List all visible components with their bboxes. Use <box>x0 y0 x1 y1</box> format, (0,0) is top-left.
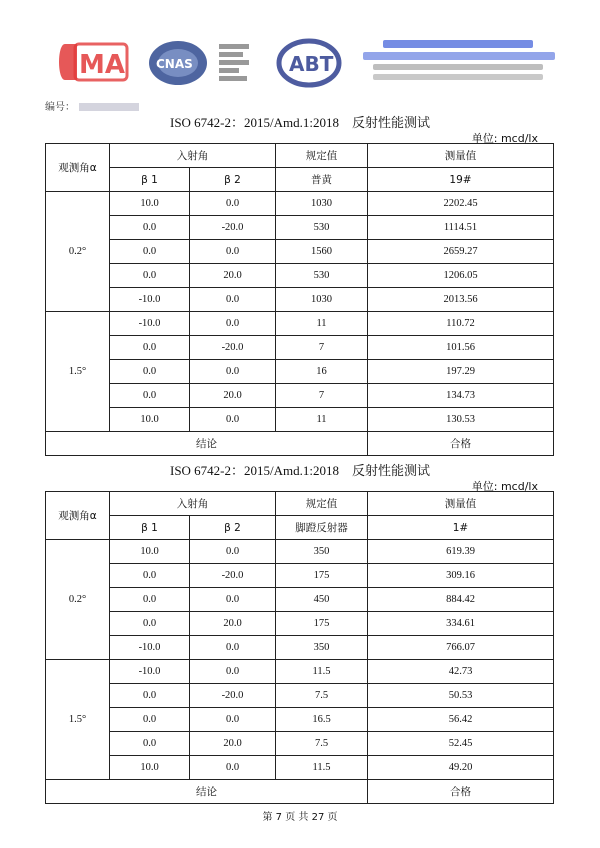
measured-cell: 334.61 <box>368 612 554 636</box>
page-footer: 第 7 页 共 27 页 <box>262 812 338 823</box>
beta2-cell: 0.0 <box>190 288 276 312</box>
spec-cell: 7 <box>276 384 368 408</box>
ilac-logo <box>275 38 347 88</box>
header-measured-sub: 19# <box>368 168 554 192</box>
measured-cell: 56.42 <box>368 708 554 732</box>
spec-cell: 175 <box>276 564 368 588</box>
beta1-cell: 0.0 <box>110 336 190 360</box>
svg-text:ABT: ABT <box>289 52 334 76</box>
spec-cell: 530 <box>276 264 368 288</box>
spec-cell: 175 <box>276 612 368 636</box>
table-row <box>46 408 554 432</box>
spec-cell: 350 <box>276 636 368 660</box>
section-2-unit: 单位: mcd/lx <box>471 480 538 493</box>
beta2-cell: 0.0 <box>190 192 276 216</box>
header-observation-angle: 观测角α <box>46 492 110 540</box>
beta2-cell: 20.0 <box>190 264 276 288</box>
beta1-cell: 0.0 <box>110 708 190 732</box>
header-spec-sub: 脚蹬反射器 <box>276 516 368 540</box>
beta1-cell: 10.0 <box>110 192 190 216</box>
beta2-cell: 20.0 <box>190 612 276 636</box>
beta1-cell: -10.0 <box>110 636 190 660</box>
beta2-cell: 0.0 <box>190 240 276 264</box>
measured-cell: 49.20 <box>368 756 554 780</box>
svg-text:MA: MA <box>79 50 125 80</box>
spec-cell: 1030 <box>276 192 368 216</box>
beta2-cell: 0.0 <box>190 636 276 660</box>
beta2-cell: -20.0 <box>190 564 276 588</box>
measured-cell: 2659.27 <box>368 240 554 264</box>
table-row <box>46 192 554 216</box>
measured-cell: 766.07 <box>368 636 554 660</box>
conclusion-value: 合格 <box>368 780 554 804</box>
table-row <box>46 288 554 312</box>
header-logos <box>55 36 555 92</box>
header-measured-value: 测量值 <box>368 492 554 516</box>
spec-cell: 11.5 <box>276 756 368 780</box>
spec-cell: 11.5 <box>276 660 368 684</box>
section-2-table <box>45 491 554 804</box>
measured-cell: 2013.56 <box>368 288 554 312</box>
beta1-cell: -10.0 <box>110 288 190 312</box>
measured-cell: 1114.51 <box>368 216 554 240</box>
report-number <box>45 98 139 113</box>
measured-cell: 2202.45 <box>368 192 554 216</box>
section-1-table <box>45 143 554 456</box>
table-row <box>46 684 554 708</box>
conclusion-label: 结论 <box>46 432 368 456</box>
beta2-cell: 0.0 <box>190 588 276 612</box>
header-company-text <box>363 38 555 82</box>
spec-cell: 16.5 <box>276 708 368 732</box>
beta2-cell: 20.0 <box>190 732 276 756</box>
header-spec-value: 规定值 <box>276 492 368 516</box>
measured-cell: 42.73 <box>368 660 554 684</box>
beta1-cell: 0.0 <box>110 732 190 756</box>
header-spec-value: 规定值 <box>276 144 368 168</box>
header-beta1: β 1 <box>110 168 190 192</box>
table-row <box>46 564 554 588</box>
conclusion-label: 结论 <box>46 780 368 804</box>
alpha-cell: 0.2° <box>46 192 110 312</box>
spec-cell: 7.5 <box>276 684 368 708</box>
beta2-cell: 0.0 <box>190 708 276 732</box>
report-number-redacted <box>79 103 139 111</box>
conclusion-row <box>46 780 554 804</box>
alpha-cell: 0.2° <box>46 540 110 660</box>
svg-text:CNAS: CNAS <box>156 57 193 71</box>
section-2-title: ISO 6742-2：2015/Amd.1:2018 反射性能测试 <box>169 463 430 478</box>
measured-cell: 50.53 <box>368 684 554 708</box>
table-row <box>46 636 554 660</box>
beta1-cell: 0.0 <box>110 360 190 384</box>
beta2-cell: -20.0 <box>190 216 276 240</box>
header-incident-angle: 入射角 <box>110 144 276 168</box>
beta1-cell: 0.0 <box>110 384 190 408</box>
beta1-cell: 10.0 <box>110 540 190 564</box>
table-row <box>46 660 554 684</box>
beta1-cell: 0.0 <box>110 612 190 636</box>
beta1-cell: 0.0 <box>110 240 190 264</box>
cnas-registration-mark <box>217 42 255 86</box>
spec-cell: 1030 <box>276 288 368 312</box>
table-row <box>46 336 554 360</box>
table-row <box>46 732 554 756</box>
alpha-cell: 1.5° <box>46 312 110 432</box>
table-row <box>46 612 554 636</box>
alpha-cell: 1.5° <box>46 660 110 780</box>
beta1-cell: 0.0 <box>110 264 190 288</box>
table-row <box>46 756 554 780</box>
conclusion-value: 合格 <box>368 432 554 456</box>
measured-cell: 884.42 <box>368 588 554 612</box>
spec-cell: 16 <box>276 360 368 384</box>
spec-cell: 7.5 <box>276 732 368 756</box>
table-row <box>46 384 554 408</box>
beta1-cell: -10.0 <box>110 312 190 336</box>
measured-cell: 101.56 <box>368 336 554 360</box>
table-row <box>46 540 554 564</box>
measured-cell: 1206.05 <box>368 264 554 288</box>
header-beta2: β 2 <box>190 516 276 540</box>
beta1-cell: 0.0 <box>110 564 190 588</box>
spec-cell: 530 <box>276 216 368 240</box>
section-1-unit: 单位: mcd/lx <box>471 132 538 145</box>
measured-cell: 134.73 <box>368 384 554 408</box>
table-row <box>46 708 554 732</box>
conclusion-row <box>46 432 554 456</box>
spec-cell: 450 <box>276 588 368 612</box>
beta1-cell: 10.0 <box>110 756 190 780</box>
table-row <box>46 588 554 612</box>
beta2-cell: 0.0 <box>190 312 276 336</box>
beta1-cell: -10.0 <box>110 660 190 684</box>
beta2-cell: 0.0 <box>190 360 276 384</box>
spec-cell: 11 <box>276 312 368 336</box>
header-beta1: β 1 <box>110 516 190 540</box>
header-observation-angle: 观测角α <box>46 144 110 192</box>
header-measured-value: 测量值 <box>368 144 554 168</box>
header-measured-sub: 1# <box>368 516 554 540</box>
measured-cell: 197.29 <box>368 360 554 384</box>
beta2-cell: -20.0 <box>190 684 276 708</box>
measured-cell: 52.45 <box>368 732 554 756</box>
beta2-cell: 0.0 <box>190 540 276 564</box>
measured-cell: 309.16 <box>368 564 554 588</box>
table-row <box>46 360 554 384</box>
section-1-title: ISO 6742-2：2015/Amd.1:2018 反射性能测试 <box>169 115 430 130</box>
report-number-label: 编号： <box>45 102 75 113</box>
header-incident-angle: 入射角 <box>110 492 276 516</box>
measured-cell: 619.39 <box>368 540 554 564</box>
beta2-cell: 0.0 <box>190 756 276 780</box>
beta1-cell: 10.0 <box>110 408 190 432</box>
spec-cell: 7 <box>276 336 368 360</box>
beta2-cell: 0.0 <box>190 660 276 684</box>
cma-logo <box>55 40 133 84</box>
spec-cell: 1560 <box>276 240 368 264</box>
beta2-cell: -20.0 <box>190 336 276 360</box>
header-spec-sub: 普黄 <box>276 168 368 192</box>
measured-cell: 130.53 <box>368 408 554 432</box>
table-row <box>46 312 554 336</box>
beta2-cell: 0.0 <box>190 408 276 432</box>
header-beta2: β 2 <box>190 168 276 192</box>
spec-cell: 350 <box>276 540 368 564</box>
table-row <box>46 216 554 240</box>
spec-cell: 11 <box>276 408 368 432</box>
beta1-cell: 0.0 <box>110 588 190 612</box>
beta1-cell: 0.0 <box>110 684 190 708</box>
measured-cell: 110.72 <box>368 312 554 336</box>
table-row <box>46 264 554 288</box>
beta2-cell: 20.0 <box>190 384 276 408</box>
cnas-logo <box>147 38 209 88</box>
table-row <box>46 240 554 264</box>
beta1-cell: 0.0 <box>110 216 190 240</box>
